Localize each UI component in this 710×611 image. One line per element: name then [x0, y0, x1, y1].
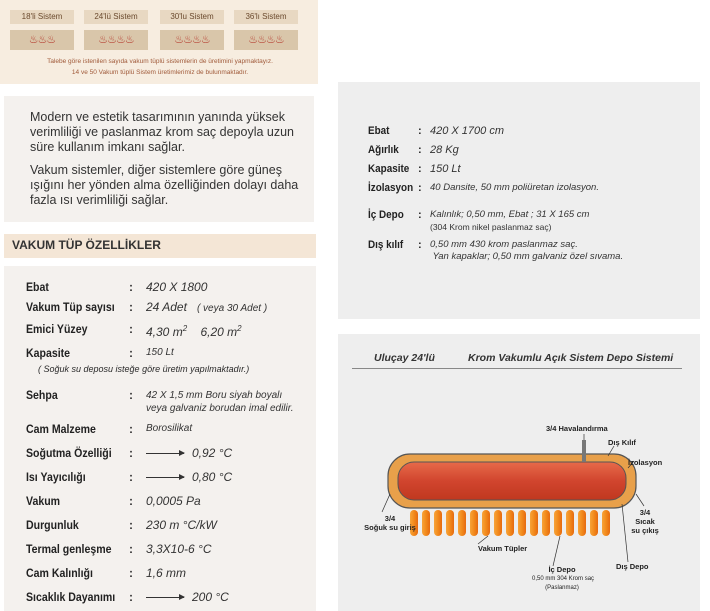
system-note-line1: Talebe göre istenilen sayıda vakum tüplü sistemlerin de üretimini yapmaktayız. — [47, 58, 273, 65]
label-ic-depo — [532, 565, 595, 592]
label-dis-kilif: Dış Kılıf — [608, 438, 636, 447]
spec-value: 3,3X10-6 °C — [146, 542, 212, 556]
tank-value: 28 Kg — [430, 144, 459, 156]
label-soguk-su — [362, 514, 418, 532]
spec-colon: : — [129, 590, 133, 604]
dayanim-value: 200 °C — [192, 590, 229, 604]
spec-value — [146, 444, 232, 462]
system-18-header: 18'li Sistem — [10, 10, 74, 24]
intro-paragraph-1: Modern ve estetik tasarımının yanında yüksek verimliliği ve paslanmaz krom saç depoyla uzun süre kullanım imkanı sağlar. — [30, 110, 295, 154]
tank-value — [430, 209, 589, 234]
system-18-icon: ♨♨♨ — [10, 30, 74, 50]
inner-tank — [398, 462, 626, 500]
tank-value: 150 Lt — [430, 163, 461, 175]
emici-sup-1: 2 — [182, 324, 188, 333]
arrow-icon — [146, 597, 184, 598]
spec-colon: : — [129, 346, 133, 360]
system-30-header: 30'lu Sistem — [160, 10, 224, 24]
tank-label: Ağırlık — [368, 144, 399, 156]
tank-label: Ebat — [368, 125, 390, 137]
diskilif-line-1: 0,50 mm 430 krom paslanmaz saç. — [430, 239, 578, 250]
sicak-line-3: su çıkış — [631, 526, 659, 535]
tank-colon: : — [418, 125, 422, 137]
intro-paragraph-2: Vakum sistemler, diğer sistemlere göre güneş ışığını her yönden alma özelliğinden dolayı daha fazla ısı verimliliği sağlar. — [30, 163, 299, 207]
ic-depo-sub-1: 0,50 mm 304 Krom saç — [532, 576, 595, 582]
sehpa-line-2: veya galvaniz borudan imal edilir. — [146, 403, 294, 414]
vent-pipe — [582, 440, 586, 462]
spec-colon: : — [129, 422, 133, 436]
arrow-icon — [146, 453, 184, 454]
emici-sup-2: 2 — [237, 324, 242, 333]
spec-colon: : — [129, 280, 133, 294]
tup-alternative: ( veya 30 Adet ) — [196, 303, 268, 314]
spec-value — [146, 468, 232, 486]
system-30-icon: ♨♨♨♨ — [160, 30, 224, 50]
spec-colon: : — [129, 470, 133, 484]
spec-colon: : — [129, 494, 133, 508]
tank-label: Dış kılıf — [368, 239, 404, 251]
label-havalandirma: 3/4 Havalandırma — [546, 424, 608, 433]
spec-label: Termal genleşme — [26, 542, 112, 556]
ic-depo-title: İç Depo — [548, 565, 576, 574]
tank-colon: : — [418, 163, 422, 175]
label-sicak-su — [630, 508, 660, 535]
tank-colon: : — [418, 182, 422, 194]
arrow-icon — [146, 477, 184, 478]
vakum-section-title: VAKUM TÜP ÖZELLİKLER — [12, 238, 161, 252]
sicak-line-2: Sıcak — [635, 517, 655, 526]
tank-value: 40 Dansite, 50 mm poliüretan izolasyon. — [430, 182, 599, 193]
spec-value — [146, 588, 229, 606]
emici-value-1: 4,30 m — [146, 325, 183, 339]
system-36-header: 36'lı Sistem — [234, 10, 298, 24]
tank-label: Kapasite — [368, 163, 410, 175]
tank-label: İzolasyon — [368, 182, 414, 194]
tank-colon: : — [418, 239, 422, 251]
spec-label: Isı Yayıcılığı — [26, 470, 86, 484]
spec-value: 0,0005 Pa — [146, 494, 201, 508]
spec-colon: : — [129, 388, 133, 402]
tank-value: 420 X 1700 cm — [430, 125, 504, 137]
diagram-title-model: Uluçay 24'lü — [374, 352, 435, 364]
system-36-icon: ♨♨♨♨ — [234, 30, 298, 50]
spec-label: Emici Yüzey — [26, 322, 88, 336]
sogutma-value: 0,92 °C — [192, 446, 233, 460]
spec-label: Sehpa — [26, 388, 58, 402]
tank-specs-panel — [338, 82, 700, 319]
label-dis-depo: Dış Depo — [616, 562, 649, 571]
tank-colon: : — [418, 209, 422, 221]
spec-colon: : — [129, 300, 133, 314]
system-note-line2: 14 ve 50 Vakum tüplü Sistem üretimlerimiz de bulunmaktadır. — [71, 69, 249, 76]
yayici-value: 0,80 °C — [192, 470, 233, 484]
tank-value — [430, 239, 623, 263]
spec-colon: : — [129, 446, 133, 460]
spec-colon: : — [129, 518, 133, 532]
spec-label: Vakum Tüp sayısı — [26, 300, 115, 314]
label-vakum-tupler: Vakum Tüpler — [478, 544, 528, 553]
diagram-title-desc: Krom Vakumlu Açık Sistem Depo Sistemi — [468, 352, 674, 364]
sicak-line-1: 3/4 — [639, 508, 651, 517]
diskilif-line-2: Yan kapaklar; 0,50 mm galvaniz özel sıvama. — [432, 251, 624, 262]
tank-colon: : — [418, 144, 422, 156]
spec-colon: : — [129, 542, 133, 556]
spec-label: Sıcaklık Dayanımı — [26, 590, 116, 604]
icdepo-line-1: Kalınlık; 0,50 mm, Ebat ; 31 X 165 cm — [430, 209, 590, 220]
spec-label: Durgunluk — [26, 518, 79, 532]
spec-label: Cam Malzeme — [26, 422, 96, 436]
emici-value-2: 6,20 m — [200, 325, 238, 339]
spec-colon: : — [129, 566, 133, 580]
ic-depo-sub-2: (Paslanmaz) — [545, 585, 579, 591]
spec-value: 150 Lt — [146, 347, 174, 358]
soguk-line-1: 3/4 — [384, 514, 396, 523]
tup-count: 24 Adet — [146, 300, 187, 314]
spec-value: 1,6 mm — [146, 566, 187, 580]
sehpa-line-1: 42 X 1,5 mm Boru siyah boyalı — [146, 390, 283, 401]
vakum-specs-panel — [4, 266, 316, 611]
system-24-header: 24'lü Sistem — [84, 10, 148, 24]
vacuum-tubes — [410, 510, 610, 536]
label-izolasyon: İzolasyon — [628, 458, 663, 467]
spec-value — [146, 320, 242, 341]
intro-text-panel — [4, 96, 314, 222]
system-options-panel — [0, 0, 318, 84]
spec-value: Borosilikat — [146, 423, 193, 434]
depo-diagram-panel — [338, 334, 700, 611]
spec-value — [146, 298, 267, 318]
spec-value — [146, 389, 294, 415]
spec-value: 420 X 1800 — [146, 280, 208, 294]
kapasite-note: ( Soğuk su deposu isteğe göre üretim yapılmaktadır.) — [38, 364, 250, 374]
spec-colon: : — [129, 322, 133, 336]
system-24-icon: ♨♨♨♨ — [84, 30, 148, 50]
spec-value: 230 m °C/kW — [146, 518, 217, 532]
tank-label: İç Depo — [368, 209, 404, 221]
spec-label: Ebat — [26, 280, 49, 294]
soguk-line-2: Soğuk su giriş — [364, 523, 416, 532]
spec-label: Soğutma Özelliği — [26, 446, 112, 460]
spec-label: Kapasite — [26, 346, 71, 360]
vakum-section-header — [4, 234, 316, 258]
spec-label: Cam Kalınlığı — [26, 566, 93, 580]
icdepo-line-2: (304 Krom nikel paslanmaz saç) — [430, 222, 552, 232]
spec-label: Vakum — [26, 494, 61, 508]
